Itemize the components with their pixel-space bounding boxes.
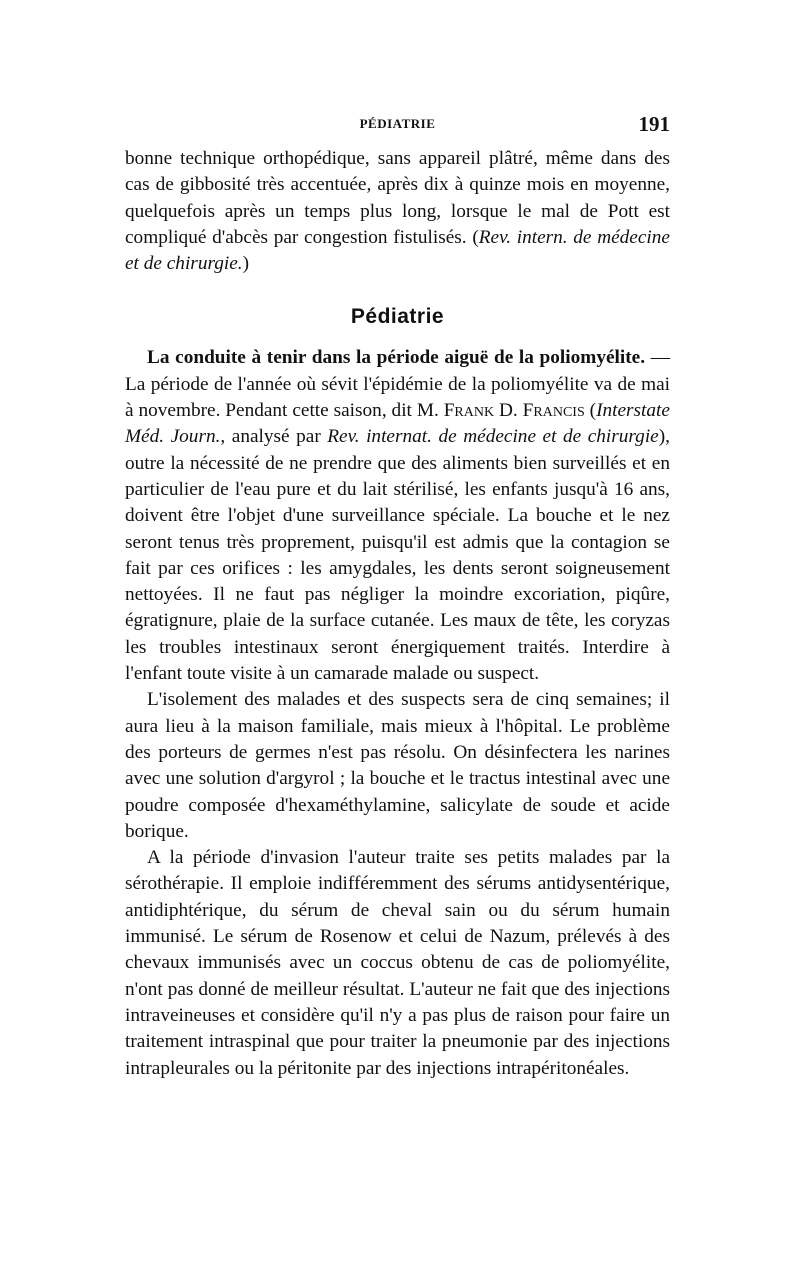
continued-paragraph-text: bonne technique orthopédique, sans appareil plâtré, même dans des cas de gibbosité très accentuée, après dix à quinze mois en moyenne, quelquefois après un temps plus long, lorsque le mal de Pott est compliqué d'abcès par congestion fistulisés. ( (125, 148, 670, 248)
article-paragraph-3: A la période d'invasion l'auteur traite ses petits malades par la sérothérapie. Il emploie indifféremment des sérums antidysentérique, antidiphtérique, du sérum de cheval sain ou du sérum humain immunisé. Le sérum de Rosenow et celui de Nazum, prélevés à des chevaux immunisés avec un coccus obtenu de cas de poliomyélite, n'ont pas donné de meilleur résultat. L'auteur ne fait que des injections intraveineuses et considère qu'il n'y a pas plus de raison pour faire un traitement intraspinal que pour traiter la pneumonie par des injections intrapleurales ou la péritonite par des injections intrapéritonéales. (125, 847, 670, 1079)
article-p1-part1: — La période de l'année où sévit l'épidémie de la poliomyélite va de mai à novembre. Pendant cette saison, dit M. (125, 347, 670, 422)
continued-paragraph (125, 146, 670, 277)
running-head (125, 112, 670, 142)
body-text (125, 146, 670, 1082)
article-title: La conduite à tenir dans la période aiguë de la poliomyélite. (147, 347, 646, 369)
article-p1-part4: ), outre la nécessité de ne prendre que des aliments bien surveillés et en particulier de l'eau pure et du lait stérilisé, les enfants jusqu'à 16 ans, doivent être l'objet d'une surveillance spéciale. La bouche et le nez seront tenus très proprement, puisqu'il est admis que la contagion se fait par ces orifices : les amygdales, les dents seront soigneusement nettoyées. Il ne faut pas négliger la moindre excoriation, piqûre, égratignure, plaie de la surface cutanée. Les maux de tête, les coryzas les troubles intestinaux seront énergiquement traités. Interdire à l'enfant toute visite à un camarade malade ou suspect. (125, 426, 670, 685)
citation-closing: ) (242, 253, 250, 275)
page-number: 191 (638, 112, 670, 136)
citation: Rev. intern. de médecine et de chirurgie. (125, 226, 670, 275)
article-p1-part3: , analysé par (220, 426, 328, 448)
author-name: Frank D. Francis (443, 400, 585, 422)
article-p1-part2: ( (584, 400, 597, 422)
article-paragraph-1 (125, 345, 670, 687)
article-paragraph-2: L'isolement des malades et des suspects sera de cinq semaines; il aura lieu à la maison familiale, mais mieux à l'hôpital. Le problème des porteurs de germes n'est pas résolu. On désinfectera les narines avec une solution d'argyrol ; la bouche et le tractus intestinal avec une poudre composée d'hexaméthylamine, salicylate de soude et acide borique. (125, 689, 670, 842)
running-title: PÉDIATRIE (359, 116, 436, 131)
section-heading: Pédiatrie (350, 305, 445, 329)
source-journal-1: Interstate Méd. Journ. (125, 400, 670, 448)
source-journal-2: Rev. internat. de médecine et de chirurgie (327, 426, 659, 448)
